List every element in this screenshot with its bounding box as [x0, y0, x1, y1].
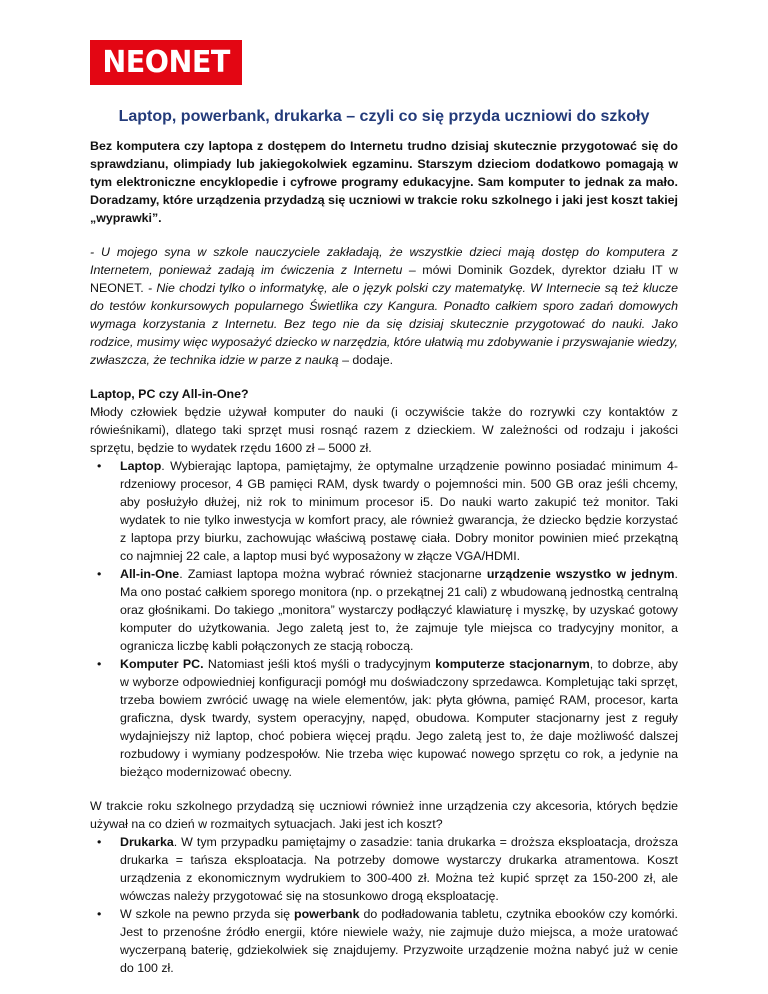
section2-list	[90, 833, 678, 977]
quote-paragraph	[90, 243, 678, 369]
quote-part-1: - U mojego syna w szkole nauczyciele zakładają, że wszystkie dzieci mają dostęp do komputera z Internetem, ponieważ zadają im ćwiczenia z Internetu	[90, 245, 678, 277]
bullet-icon: •	[97, 657, 102, 671]
list-item-pc	[90, 655, 678, 781]
item-text-2: . Ma ono postać całkiem sporego monitora (np. o przekątnej 21 cali) z wbudowaną jednostką centralną oraz głośnikami. Do takiego „monitora” wystarczy podłączyć klawiaturę i myszkę, by uzyskać gotowy komputer do użytkowania. Jego zaletą jest to, że zajmuje tyle miejsca co tradycyjny monitor, a ogranicza liczbę kabli połączonych ze stacją roboczą.	[120, 567, 678, 653]
item-bold-2: urządzenie wszystko w jednym	[486, 567, 675, 581]
item-text: do podładowania tabletu, czytnika ebooków czy komórki. Jest to przenośne źródło energii, które niewiele waży, nie zajmuje dużo miejsca, a może uratować wyczerpaną baterię, gdziekolwiek się znajdujemy. Przyzwoite urządzenie można nabyć już w cenie do 100 zł.	[120, 907, 679, 975]
list-item-laptop	[90, 457, 678, 565]
item-pre: W szkole na pewno przyda się	[120, 907, 295, 921]
section1-list	[90, 457, 678, 781]
item-text-2: , to dobrze, aby w wyborze odpowiedniej konfiguracji pomógł mu doświadczony sprzedawca. Kompletując taki sprzęt, trzeba bowiem zwrócić uwagę na wiele elementów, jak: płyta główna, pamięć RAM, procesor, karta graficzna, dysk twardy, system operacyjny, napęd, obudowa. Komputer stacjonarny jest z reguły wydajniejszy niż laptop, choć pobiera więcej prądu. Jego zaletą jest to, że daje możliwość dalszej rozbudowy i wymiany podzespołów. Nie trzeba więc kupować nowego sprzętu co rok, a jedynie na bieżąco modernizować obecny.	[120, 657, 678, 779]
list-item-all-in-one	[90, 565, 678, 655]
section-heading: Laptop, PC czy All-in-One?	[90, 387, 249, 401]
item-bold: powerbank	[294, 907, 360, 921]
neonet-logo	[90, 40, 242, 85]
item-bold: Drukarka	[120, 835, 174, 849]
item-text: . Wybierając laptopa, pamiętajmy, że optymalne urządzenie powinno posiadać minimum 4-rdzeniowy procesor, 4 GB pamięci RAM, dysk twardy o pojemności min. 500 GB oraz jeśli chcemy, aby posłużyło dłużej, niż rok to minimum procesor i5. Do nauki warto zakupić też monitor. Taki wydatek to nie tylko inwestycja w komfort pracy, ale również gwarancja, że dziecko będzie korzystać z laptopa przy biurku, zachowując właściwą postawę ciała. Dobry monitor powinien mieć przekątną co najmniej 22 cale, a laptop musi być wyposażony w złącze VGA/HDMI.	[120, 459, 678, 563]
logo-text: NEONET	[102, 45, 230, 80]
section1-intro: Młody człowiek będzie używał komputer do nauki (i oczywiście także do rozrywki czy kontaktów z rówieśnikami), dlatego taki sprzęt musi rosnąć razem z dzieckiem. W zależności od rodzaju i jakości sprzętu, będzie to wydatek rzędu 1600 zł – 5000 zł.	[90, 405, 678, 455]
document-body	[90, 107, 678, 993]
list-item-printer	[90, 833, 678, 905]
list-item-powerbank	[90, 905, 678, 977]
quote-part-3: - Nie chodzi tylko o informatykę, ale o język polski czy matematykę. W Internecie są też klucze do testów konkursowych popularnego Świetlika czy Kangura. Ponadto całkiem sporo zadań domowych wymaga korzystania z Internetu. Bez tego nie da się dzisiaj skutecznie przygotować do nauki. Jako rodzice, musimy więc wyposażyć dziecko w narzędzia, które ułatwią mu zdobywanie i przyswajanie wiedzy, zwłaszcza, że technika idzie w parze z nauką	[90, 281, 678, 367]
item-bold: All-in-One	[120, 567, 180, 581]
item-bold-2: komputerze stacjonarnym	[435, 657, 590, 671]
bullet-icon: •	[97, 567, 102, 581]
quote-part-4: – dodaje.	[338, 353, 394, 367]
item-text: . Zamiast laptopa można wybrać również stacjonarne	[179, 567, 487, 581]
bullet-icon: •	[97, 835, 102, 849]
bullet-icon: •	[97, 907, 102, 921]
item-bold: Komputer PC.	[120, 657, 204, 671]
bullet-icon: •	[97, 459, 102, 473]
item-text: Natomiast jeśli ktoś myśli o tradycyjnym	[203, 657, 436, 671]
item-bold: Laptop	[120, 459, 162, 473]
item-text: . W tym przypadku pamiętajmy o zasadzie: tania drukarka = droższa eksploatacja, droższa drukarka = tańsza eksploatacja. Na potrzeby domowe wystarczy drukarka atramentowa. Koszt urządzenia z ekonomicznym wydrukiem to 300-400 zł. Można też kupić sprzęt za 150-200 zł, ale wówczas należy przygotować się na stosunkowo drogą eksploatację.	[120, 835, 678, 903]
lead-paragraph: Bez komputera czy laptopa z dostępem do Internetu trudno dzisiaj skutecznie przygotować się do sprawdzianu, olimpiady lub jakiegokolwiek egzaminu. Starszym dzieciom dodatkowo pomagają w tym elektroniczne encyklopedie i cyfrowe programy edukacyjne. Sam komputer to jednak za mało. Doradzamy, które urządzenia przydadzą się uczniowi w trakcie roku szkolnego i jaki jest koszt takiej „wyprawki”.	[90, 139, 678, 225]
document-title: Laptop, powerbank, drukarka – czyli co się przyda uczniowi do szkoły	[118, 108, 650, 125]
quote-part-2: – mówi Dominik Gozdek, dyrektor działu IT w NEONET.	[90, 263, 678, 295]
section2-intro: W trakcie roku szkolnego przydadzą się uczniowi również inne urządzenia czy akcesoria, których będzie używał na co dzień w rozmaitych sytuacjach. Jaki jest ich koszt?	[90, 799, 678, 831]
